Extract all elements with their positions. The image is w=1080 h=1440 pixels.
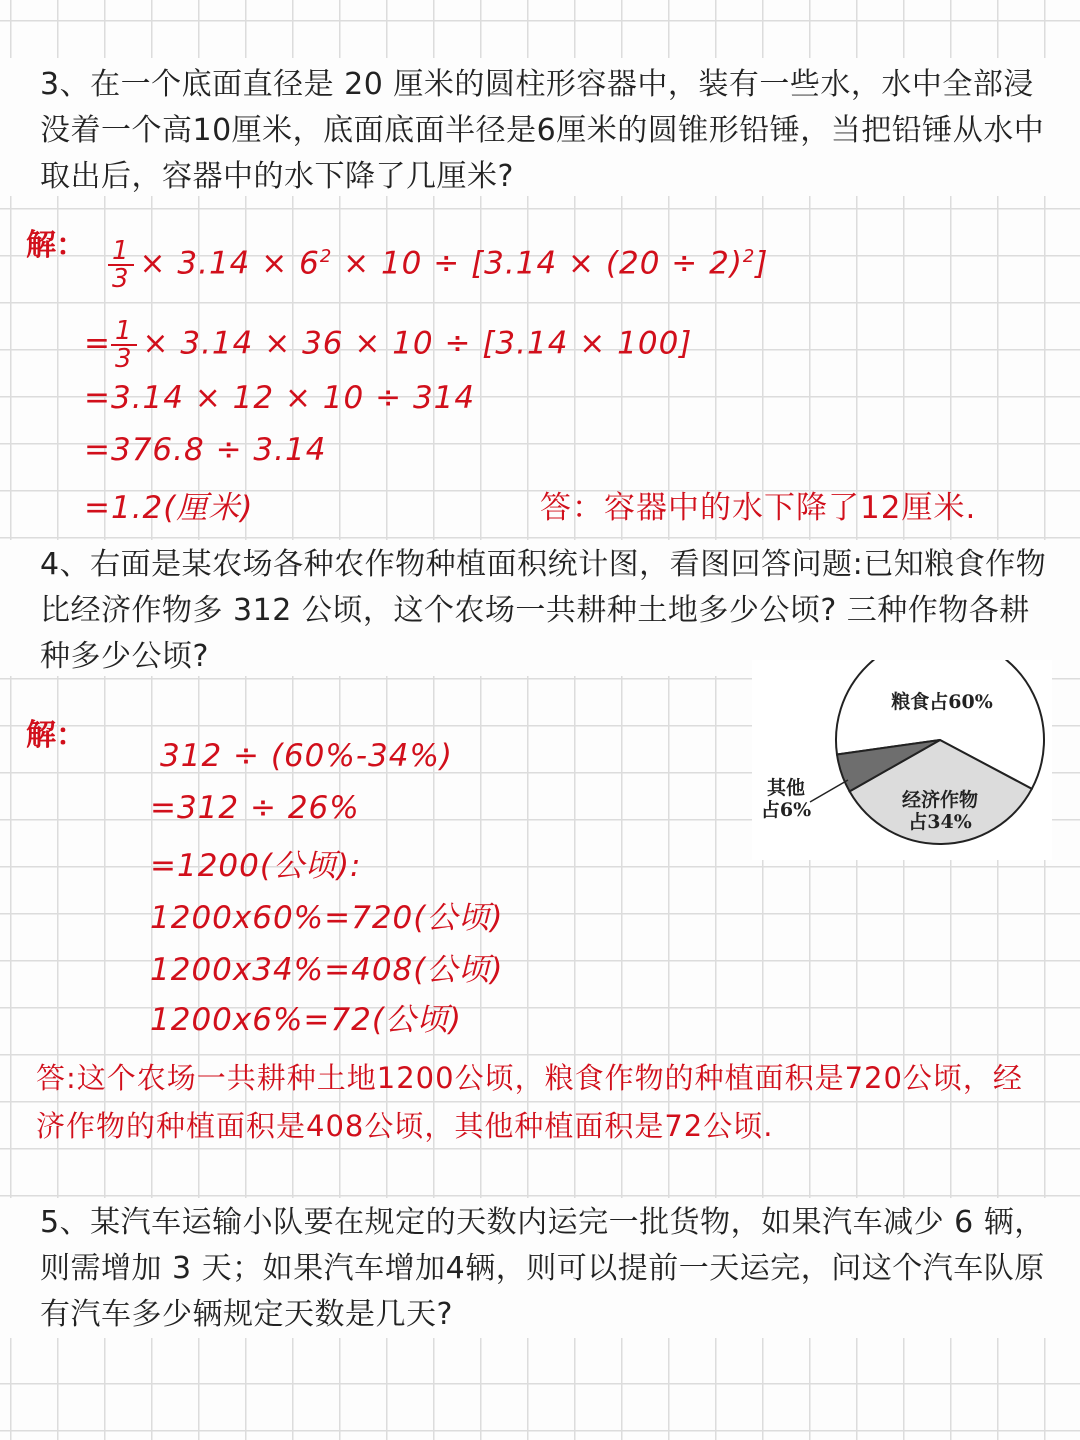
fraction-one-third: $\frac{1}{3}$ bbox=[108, 238, 134, 292]
q3-step-1: $\frac{1}{3}$ × $3.14 \times 6^2 \times 10 \div [3.14 \times (20 \div 2)^2]$ bbox=[108, 238, 768, 292]
q4-step-6: 1200x6%=72(公顷) bbox=[150, 1002, 463, 1038]
q4-step-5: 1200x34%=408(公顷) bbox=[150, 952, 504, 988]
q4-answer: 答:这个农场一共耕种土地1200公顷，粮食作物的种植面积是720公顷，经济作物的种植面积是408公顷，其他种植面积是72公顷. bbox=[36, 1061, 1023, 1143]
pie-label-grain: 粮食占60% bbox=[891, 691, 993, 713]
q3-step-3: =3.14 × 12 × 10 ÷ 314 bbox=[84, 380, 476, 416]
q4-step-2: =312 ÷ 26% bbox=[150, 790, 360, 826]
pie-chart bbox=[752, 660, 1052, 860]
q3-step-5: =1.2(厘米) bbox=[84, 490, 254, 526]
pie-leader-line bbox=[810, 780, 848, 802]
q4-step-3: =1200(公顷): bbox=[150, 848, 362, 884]
pie-label-other: 其他占6% bbox=[760, 777, 812, 821]
question-3-text: 3、在一个底面直径是 20 厘米的圆柱形容器中，装有一些水，水中全部浸没着一个高10厘米，底面底面半径是6厘米的圆锥形铅锤，当把铅锤从水中取出后，容器中的水下降了几厘米? bbox=[40, 67, 1045, 194]
q4-step-1: 312 ÷ (60%-34%) bbox=[160, 738, 454, 774]
question-5-text: 5、某汽车运输小队要在规定的天数内运完一批货物，如果汽车减少 6 辆，则需增加 3 天；如果汽车增加4辆，则可以提前一天运完，问这个汽车队原有汽车多少辆规定天数是几天? bbox=[40, 1205, 1045, 1332]
fraction-one-third-2: $\frac{1}{3}$ bbox=[111, 318, 137, 372]
solution-label-4: 解： bbox=[26, 718, 86, 753]
question-4-text: 4、右面是某农场各种农作物种植面积统计图，看图回答问题:已知粮食作物比经济作物多 312 公顷，这个农场一共耕种土地多少公顷? 三种作物各耕种多少公顷? bbox=[40, 547, 1047, 674]
q3-step-4: =376.8 ÷ 3.14 bbox=[84, 432, 327, 468]
solution-label-3: 解： bbox=[26, 228, 86, 263]
q4-step-4: 1200x60%=720(公顷) bbox=[150, 900, 504, 936]
pie-chart-svg bbox=[752, 660, 1052, 860]
pie-label-economic: 经济作物占34% bbox=[901, 789, 979, 833]
q3-step-2: = $\frac{1}{3}$ × 3.14 × 36 × 10 ÷ [3.14 × 100] bbox=[84, 316, 693, 374]
q3-answer: 答：容器中的水下降了12厘米. bbox=[540, 490, 977, 526]
